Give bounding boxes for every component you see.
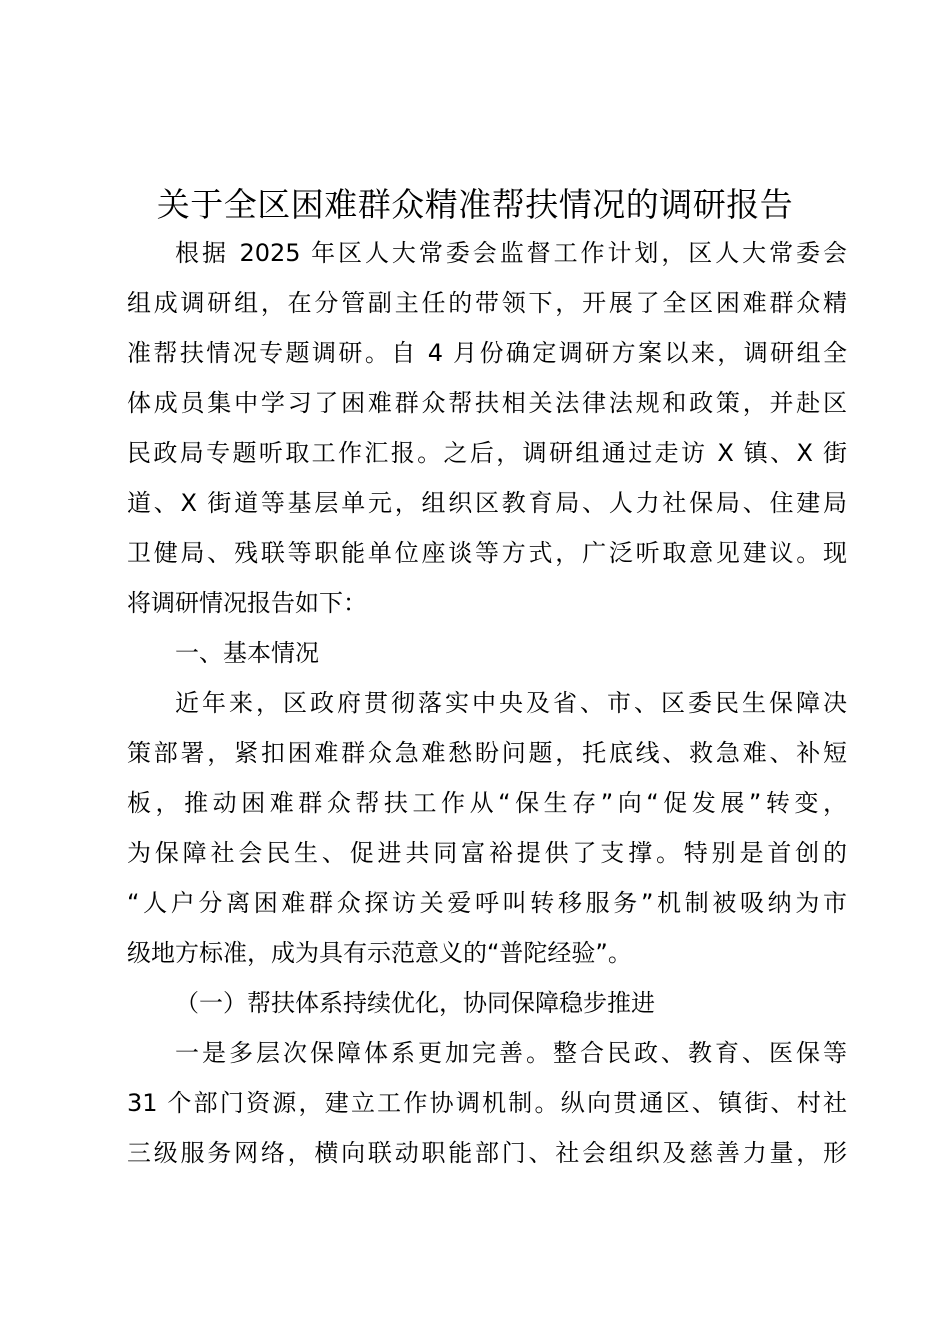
subsection-heading: （一）帮扶体系持续优化，协同保障稳步推进: [175, 989, 655, 1017]
paragraph-line: 近年来，区政府贯彻落实中央及省、市、区委民生保障决: [175, 689, 847, 717]
paragraph-line: “人户分离困难群众探访关爱呼叫转移服务”机制被吸纳为市: [127, 889, 847, 917]
paragraph-line: 根据 2025 年区人大常委会监督工作计划，区人大常委会: [175, 239, 847, 267]
paragraph-line: 卫健局、残联等职能单位座谈等方式，广泛听取意见建议。现: [127, 539, 847, 567]
paragraph-line: 一是多层次保障体系更加完善。整合民政、教育、医保等: [175, 1039, 847, 1067]
paragraph-line: 级地方标准，成为具有示范意义的“普陀经验”。: [127, 939, 632, 967]
paragraph-line: 道、X 街道等基层单元，组织区教育局、人力社保局、住建局: [127, 489, 847, 517]
section-heading: 一、基本情况: [175, 639, 319, 667]
paragraph-line: 为保障社会民生、促进共同富裕提供了支撑。特别是首创的: [127, 839, 847, 867]
paragraph-line: 三级服务网络，横向联动职能部门、社会组织及慈善力量，形: [127, 1139, 847, 1167]
document-title: 关于全区困难群众精准帮扶情况的调研报告: [156, 185, 794, 224]
paragraph-line: 体成员集中学习了困难群众帮扶相关法律法规和政策，并赴区: [127, 389, 847, 417]
paragraph-line: 将调研情况报告如下：: [127, 589, 367, 617]
paragraph-line: 组成调研组，在分管副主任的带领下，开展了全区困难群众精: [127, 289, 847, 317]
paragraph-line: 板，推动困难群众帮扶工作从“保生存”向“促发展”转变，: [127, 789, 847, 817]
paragraph-line: 策部署，紧扣困难群众急难愁盼问题，托底线、救急难、补短: [127, 739, 847, 767]
paragraph-line: 31 个部门资源，建立工作协调机制。纵向贯通区、镇街、村社: [127, 1089, 847, 1117]
paragraph-line: 准帮扶情况专题调研。自 4 月份确定调研方案以来，调研组全: [127, 339, 847, 367]
paragraph-line: 民政局专题听取工作汇报。之后，调研组通过走访 X 镇、X 街: [127, 439, 847, 467]
